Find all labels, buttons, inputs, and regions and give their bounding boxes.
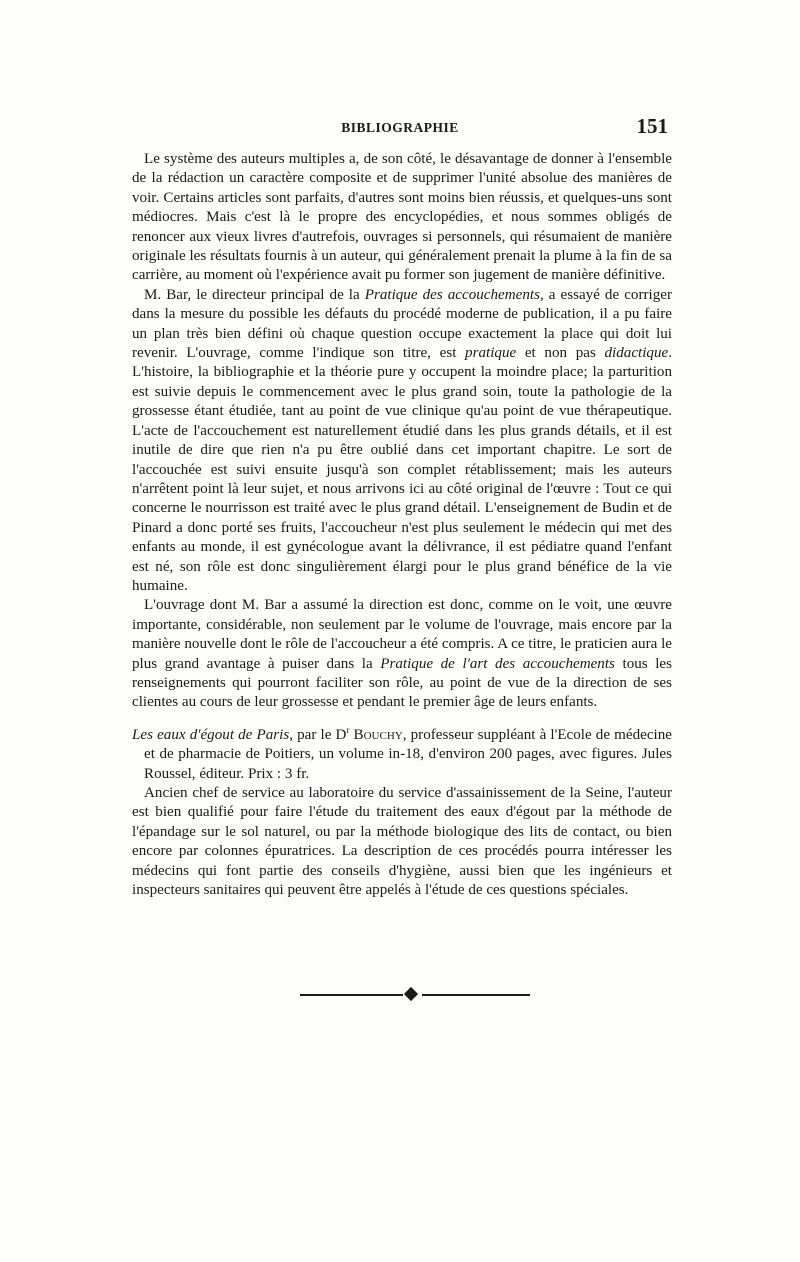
bibliographic-entry	[132, 726, 672, 784]
text-run: et non pas	[516, 345, 605, 362]
text-run: tous les renseignements qui pourront faciliter son rôle, au point de vue de la direction de ses clientes au cours de leur grossesse et pendant le premier âge de leurs enfants.	[132, 655, 672, 711]
paragraph-review: Ancien chef de service au laboratoire du service d'assainissement de la Seine, l'auteur est bien qualifié pour faire l'étude du traitement des eaux d'égout par la méthode de l'épandage sur le sol naturel, ou par la méthode biologique des lits de contact, ou bien encore par colonnes épuratrices. La description de ces procédés pourra intéresser les médecins qui font partie des conseils d'hygiène, aussi bien que les ingénieurs et inspecteurs sanitaires qui peuvent être appelés à l'étude de ces questions spéciales.	[132, 785, 672, 899]
book-title-italic: Pratique de l'art des accouchements	[380, 655, 615, 672]
ornament-rule-left	[300, 994, 403, 996]
paragraph-encyclopedies: Le système des auteurs multiples a, de son côté, le désavantage de donner à l'ensemble de la rédaction un caractère composite et de supprimer l'unité absolue des manières de voir. Certains articles sont parfaits, d'autres sont moins bien réussis, et quelques-uns sont médiocres. Mais c'est là le propre des encyclopédies, et nous sommes obligés de renoncer aux vieux livres d'autrefois, ouvrages si personnels, qui résumaient de manière originale les résultats fournis à un auteur, qui généralement prenait la plume à la fin de sa carrière, au moment où l'expérience avait pu former son jugement de manière définitive.	[132, 151, 672, 284]
paragraph-bar-direction	[132, 286, 672, 597]
text-run: , par le D	[289, 726, 347, 743]
text-run: M. Bar, le directeur principal de la	[144, 286, 365, 303]
end-ornament	[300, 988, 530, 1002]
text-run: , a essayé de corriger dans la mesure du possible les défauts du procédé moderne de publication, il a pu faire un plan très bien défini où chaque question occupe exactement la place qui doit lui revenir. L'ouvrage, comme l'indique son titre, est	[132, 286, 672, 362]
emphasis-pratique: pratique	[465, 345, 517, 362]
page-body	[132, 150, 672, 900]
page-header	[130, 114, 670, 142]
book-title-italic: Pratique des accouchements	[364, 286, 540, 303]
diamond-icon	[404, 987, 418, 1001]
text-run: . L'histoire, la bibliographie et la théorie pure y occupent la moindre place; la parturition est suivie depuis le commencement avec le plus grand soin, toute la pathologie de la grossesse étant étudiée, tant au point de vue clinique qu'au point de vue thérapeutique. L'acte de l'accouchement est naturellement étudié dans les plus grands détails, et il est inutile de dire que rien n'a pu être oublié dans cet important chapitre. Le sort de l'accouchée est suivi ensuite jusqu'à son complet rétablissement; mais les auteurs n'arrêtent point là leur sujet, et nous arrivons ici au côté original de l'œuvre : Tout ce qui concerne le nourrisson est traité avec le plus grand détail. L'enseignement de Budin et de Pinard a donc porté ses fruits, l'accoucheur n'est plus seulement le médecin qui met des enfants au monde, il est gynécologue avant la délivrance, il est pédiatre quand l'enfant est né, son rôle est donc singulièrement élargi pour le plus grand bénéfice de la vie humaine.	[132, 345, 672, 594]
entry-author: Bouchy	[353, 726, 403, 743]
running-head: BIBLIOGRAPHIE	[341, 120, 459, 135]
entry-details: , professeur suppléant à l'Ecole de médecine et de pharmacie de Poitiers, un volume in-18, d'environ 200 pages, avec figures. Jules Roussel, éditeur. Prix : 3 fr.	[144, 726, 672, 782]
emphasis-didactique: didactique	[604, 345, 669, 362]
text-run: L'ouvrage dont M. Bar a assumé la direction est donc, comme on le voit, une œuvre importante, considérable, non seulement par le volume de l'ouvrage, mais encore par la manière nouvelle dont le rôle de l'accoucheur a été compris. A ce titre, le praticien aura le plus grand avantage à puiser dans la	[132, 597, 672, 672]
ornament-rule-right	[422, 994, 530, 996]
section-gap	[132, 713, 672, 726]
dr-superscript: r	[346, 724, 350, 735]
paragraph-conclusion	[132, 596, 672, 712]
page-number: 151	[636, 114, 668, 138]
entry-title: Les eaux d'égout de Paris	[132, 726, 290, 743]
